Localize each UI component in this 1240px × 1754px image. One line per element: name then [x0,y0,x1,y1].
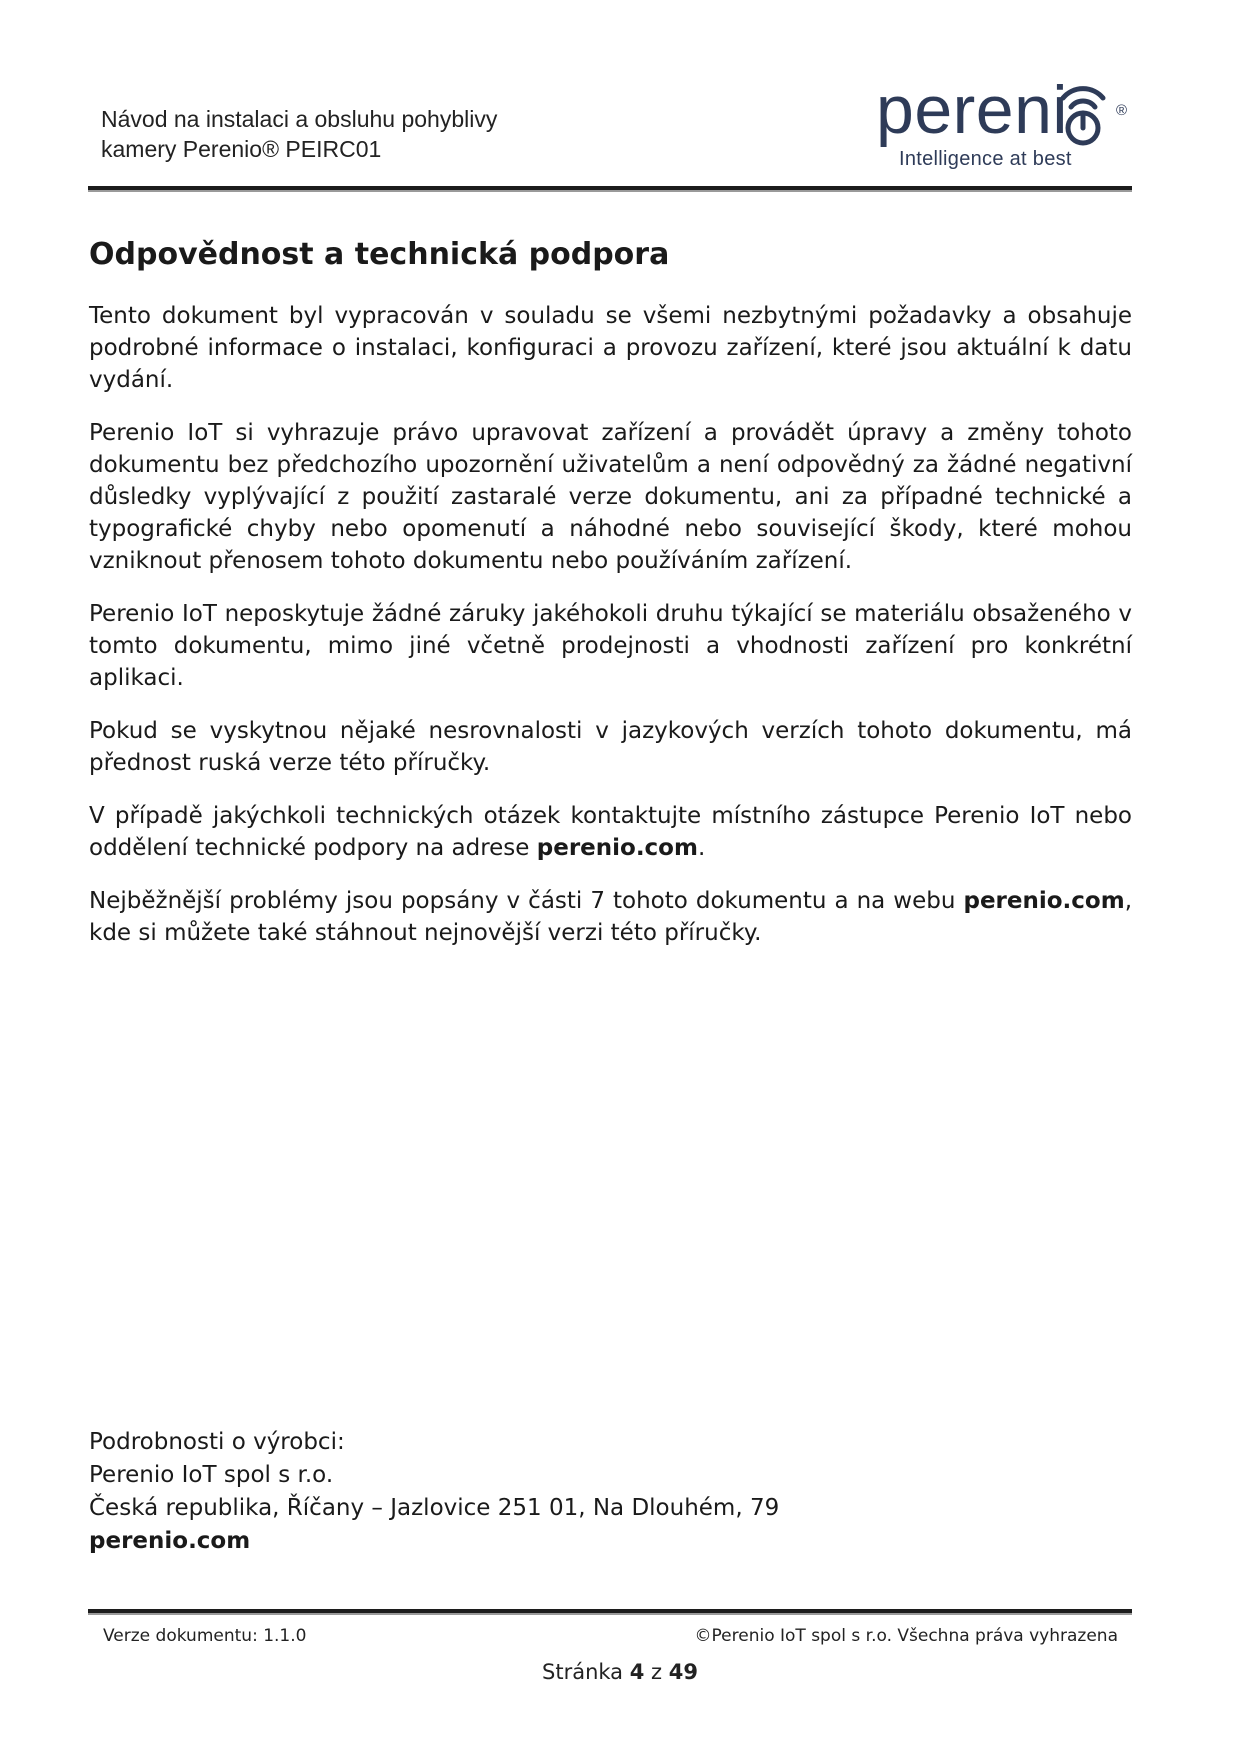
manufacturer-label: Podrobnosti o výrobci: [89,1429,345,1455]
logo-wordmark: pereni [876,72,1069,148]
problems-text: Nejběžnější problémy jsou popsány v části 7 tohoto dokumentu a na webu [89,888,964,914]
paragraph-document-scope: Tento dokument byl vypracován v souladu se všemi nezbytnými požadavky a obsahuje podrobné informace o instalaci, konfiguraci a provozu zařízení, které jsou aktuální k datu vydání. [89,303,1132,393]
paragraph-right-to-modify: Perenio IoT si vyhrazuje právo upravovat zařízení a provádět úpravy a změny tohoto dokumentu bez předchozího upozornění uživatelům a není odpovědný za žádné negativní důsledky vyplývající z použití zastaralé verze dokumentu, ani za případné technické a typografické chyby nebo opomenutí a náhodné nebo související škody, které mohou vzniknout přenosem tohoto dokumentu nebo používáním zařízení. [89,420,1132,574]
page-separator: z [651,1660,663,1684]
support-text-end: . [697,835,706,861]
page-total: 49 [668,1660,698,1684]
support-website-link[interactable]: perenio.com [536,835,698,861]
copyright-notice: ©Perenio IoT spol s r.o. Všechna práva vyhrazena [694,1626,1118,1646]
header-divider [88,186,1132,190]
document-title [101,104,497,164]
manufacturer-website-link[interactable]: perenio.com [89,1528,251,1554]
paragraph-common-problems [89,885,1132,949]
page-current: 4 [629,1660,645,1684]
support-text: V případě jakýchkoli technických otázek kontaktujte místního zástupce Perenio IoT nebo oddělení technické podpory na adrese [89,803,1132,861]
problems-website-link[interactable]: perenio.com [963,888,1125,914]
section-heading: Odpovědnost a technická podpora [89,237,670,272]
section-body [89,300,1132,970]
document-title-line-1: Návod na instalaci a obsluhu pohyblivy [101,106,498,132]
document-version: Verze dokumentu: 1.1.0 [103,1626,307,1646]
registered-mark: ® [1116,102,1128,119]
page-number [0,1660,1240,1684]
paragraph-technical-support [89,800,1132,864]
paragraph-language-versions: Pokud se vyskytnou nějaké nesrovnalosti v jazykových verzích tohoto dokumentu, má přednost ruská verze této příručky. [89,718,1132,776]
document-title-line-2: kamery Perenio® PEIRC01 [101,136,382,162]
power-wifi-icon [1051,76,1115,152]
logo-tagline: Intelligence at best [899,148,1072,170]
manufacturer-address: Česká republika, Říčany – Jazlovice 251 01, Na Dlouhém, 79 [89,1495,780,1521]
footer-divider [88,1609,1132,1613]
page-prefix: Stránka [542,1660,624,1684]
paragraph-no-warranty: Perenio IoT neposkytuje žádné záruky jakéhokoli druhu týkající se materiálu obsaženého v tomto dokumentu, mimo jiné včetně prodejnosti a vhodnosti zařízení pro konkrétní aplikaci. [89,601,1132,691]
perenio-logo [876,72,1146,180]
manufacturer-details [89,1426,779,1558]
problems-text-end: , kde si můžete také stáhnout nejnovější verzi této příručky. [89,888,1132,946]
manufacturer-company: Perenio IoT spol s r.o. [89,1462,334,1488]
